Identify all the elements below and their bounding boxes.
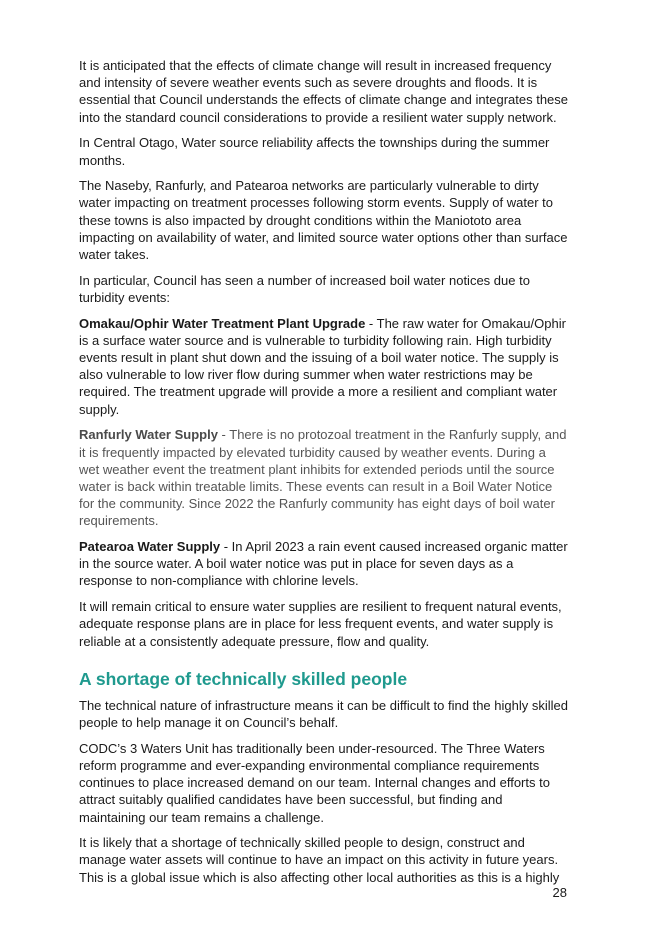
climate-change-paragraph: It is anticipated that the effects of climate change will result in increased frequency and intensity of severe weather events such as severe droughts and floods. It is essential that Council understands the effects of climate change and integrates these into the standard council considerations to provide a resilient water supply network.	[79, 58, 569, 125]
document-page	[79, 57, 569, 894]
section-heading: A shortage of technically skilled people	[79, 668, 408, 689]
vulnerable-networks-paragraph: The Naseby, Ranfurly, and Patearoa networks are particularly vulnerable to dirty water impacting on treatment processes following storm events. Supply of water to these towns is also impacted by drought conditions within the Maniototo area impacting on availability of water, and limited source water options other than surface water takes.	[79, 178, 568, 263]
ranfurly-paragraph	[79, 426, 569, 529]
omakau-text: - The raw water for Omakau/Ophir is a surface water source and is vulnerable to turbidity following rain. High turbidity events result in plant shut down and the issuing of a boil water notice. The supply is also vulnerable to low river flow during summer when water restrictions may be required. The treatment upgrade will provide a more a resilient and compliant water supply.	[79, 315, 566, 417]
omakau-title: Omakau/Ophir Water Treatment Plant Upgrade	[79, 315, 366, 331]
ranfurly-text: - There is no protozoal treatment in the Ranfurly supply, and it is frequently impacted by elevated turbidity caused by weather events. During a wet weather event the treatment plant inhibits for extended periods until the source water is back within treatable limits. These events can result in a Boil Water Notice for the community. Since 2022 the Ranfurly community has eight days of boil water requirements.	[79, 427, 567, 529]
patearoa-paragraph	[79, 538, 569, 590]
codc-unit-paragraph: CODC’s 3 Waters Unit has traditionally been under-resourced. The Three Waters reform programme and ever-expanding environmental compliance requirements continues to place increased demand on our team. Internal changes and efforts to attract suitably qualified candidates have been successful, but finding and maintaining our team remains a challenge.	[79, 740, 550, 825]
resilience-paragraph: It will remain critical to ensure water supplies are resilient to frequent natural events, adequate response plans are in place for less frequent events, and water supply is reliable at a consistently adequate pressure, flow and quality.	[79, 599, 562, 649]
patearoa-text: - In April 2023 a rain event caused increased organic matter in the source water. A boil water notice was put in place for seven days as a response to non-compliance with chlorine levels.	[79, 539, 568, 589]
boil-water-intro-paragraph: In particular, Council has seen a number of increased boil water notices due to turbidity events:	[79, 272, 530, 305]
source-reliability-paragraph: In Central Otago, Water source reliability affects the townships during the summer months.	[79, 135, 550, 168]
shortage-impact-paragraph: It is likely that a shortage of technically skilled people to design, construct and manage water assets will continue to have an impact on this activity in future years. This is a global issue which is also affecting other local authorities as this is a highly	[79, 835, 560, 885]
ranfurly-title: Ranfurly Water Supply	[79, 427, 218, 443]
technical-nature-paragraph: The technical nature of infrastructure means it can be difficult to find the highly skilled people to help manage it on Council’s behalf.	[79, 697, 568, 730]
page-number: 28	[552, 885, 567, 900]
omakau-paragraph	[79, 315, 569, 418]
patearoa-title: Patearoa Water Supply	[79, 539, 221, 555]
